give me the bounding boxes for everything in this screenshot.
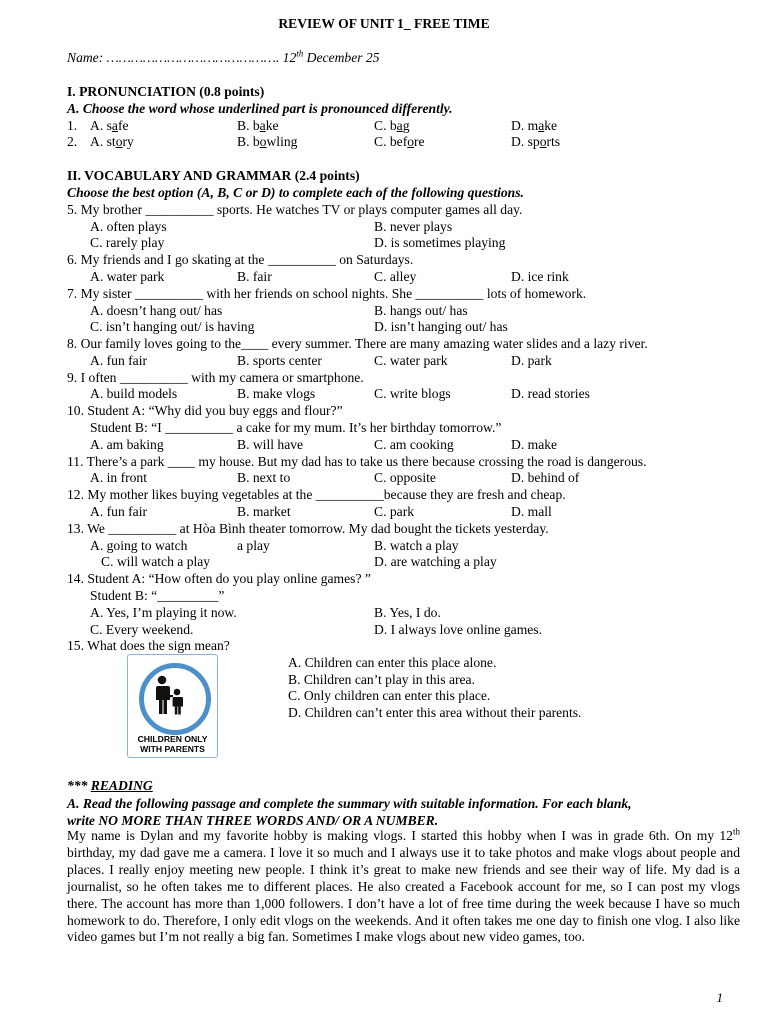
q14-option-c: C. Every weekend.	[90, 622, 194, 637]
q7-option-c: C. isn’t hanging out/ is having	[90, 319, 255, 334]
section1-instruction: A. Choose the word whose underlined part is pronounced differently.	[67, 101, 453, 116]
question-10-line2: Student B: “I __________ a cake for my mum. It’s her birthday tomorrow.”	[90, 420, 502, 435]
date-rest: December 25	[303, 50, 380, 65]
pron-2-b: B. bowling	[237, 134, 298, 149]
question-7: 7. My sister __________ with her friends on school nights. She __________ lots of homework.	[67, 286, 587, 301]
pron-item-1	[67, 118, 90, 134]
sign-circle	[139, 663, 211, 735]
question-13: 13. We __________ at Hòa Bình theater tomorrow. My dad bought the tickets yesterday.	[67, 521, 549, 536]
q10-option-c: C. am cooking	[374, 437, 454, 452]
reading-passage: My name is Dylan and my favorite hobby is making vlogs. I started this hobby when I was in grade 6th. On my 12th birthday, my dad gave me a camera. I love it so much and I always use it to take photos and make vlogs about people and places. I really enjoy meeting new people. I think it’s great to make new friends and see their way of life. My dad is a journalist, so he often takes me to different places. He also created a Facebook account for me, so I can post my vlogs there. The account has more than 1,000 followers. I don’t have a lot of free time during the week because I have so much homework to do. Therefore, I only edit vlogs on the weekends. And it often takes me one day to finish one vlog. I also like video games but I’m not really a big fan. Sometimes I make vlogs about new video games, too.	[67, 826, 740, 945]
item-number: 2.	[67, 134, 78, 149]
q7-option-d: D. isn’t hanging out/ has	[374, 319, 508, 334]
q15-option-c: C. Only children can enter this place.	[288, 688, 491, 703]
q10-option-a: A. am baking	[90, 437, 164, 452]
name-dots: ……………………………………. 12	[106, 50, 297, 65]
item-number: 1.	[67, 118, 78, 133]
q13-option-b: B. watch a play	[374, 538, 459, 553]
q13-option-a-cont: a play	[237, 538, 270, 553]
pron-2-d: D. sports	[511, 134, 561, 149]
q13-option-d: D. are watching a play	[374, 554, 497, 569]
question-14-line2: Student B: “_________”	[90, 588, 225, 603]
parent-child-icon	[144, 668, 196, 720]
q8-option-a: A. fun fair	[90, 353, 147, 368]
q9-option-a: A. build models	[90, 386, 178, 401]
q11-option-a: A. in front	[90, 470, 148, 485]
date-sup: th	[296, 48, 304, 59]
q5-option-a: A. often plays	[90, 219, 167, 234]
name-date-line	[67, 50, 380, 66]
q14-option-d: D. I always love online games.	[374, 622, 542, 637]
pron-item-2	[67, 134, 90, 150]
q13-option-c: C. will watch a play	[101, 554, 211, 569]
question-9: 9. I often __________ with my camera or smartphone.	[67, 370, 364, 385]
reading-stars: ***	[67, 778, 91, 793]
question-15: 15. What does the sign mean?	[67, 638, 230, 653]
reading-heading	[67, 778, 153, 794]
q15-option-b: B. Children can’t play in this area.	[288, 672, 475, 687]
section1-heading: I. PRONUNCIATION (0.8 points)	[67, 84, 265, 99]
pron-2-c: C. before	[374, 134, 425, 149]
q11-option-d: D. behind of	[511, 470, 580, 485]
q6-option-c: C. alley	[374, 269, 417, 284]
pron-2-a: A. story	[90, 134, 134, 149]
q12-option-d: D. mall	[511, 504, 552, 519]
q9-option-c: C. write blogs	[374, 386, 451, 401]
name-label: Name:	[67, 50, 107, 65]
sign-caption: CHILDREN ONLY WITH PARENTS	[137, 734, 208, 754]
children-with-parents-sign	[127, 654, 218, 758]
q10-option-b: B. will have	[237, 437, 304, 452]
question-11: 11. There’s a park ____ my house. But my dad has to take us there because crossing the road is dangerous.	[67, 454, 647, 469]
q8-option-c: C. water park	[374, 353, 448, 368]
q11-option-b: B. next to	[237, 470, 291, 485]
q15-option-d: D. Children can’t enter this area without their parents.	[288, 705, 582, 720]
pron-1-c: C. bag	[374, 118, 410, 133]
q5-option-d: D. is sometimes playing	[374, 235, 506, 250]
q6-option-a: A. water park	[90, 269, 165, 284]
q12-option-a: A. fun fair	[90, 504, 147, 519]
page-title: REVIEW OF UNIT 1_ FREE TIME	[278, 16, 490, 31]
q12-option-b: B. market	[237, 504, 291, 519]
question-12: 12. My mother likes buying vegetables at the __________because they are fresh and cheap.	[67, 487, 566, 502]
section2-heading: II. VOCABULARY AND GRAMMAR (2.4 points)	[67, 168, 360, 183]
q6-option-b: B. fair	[237, 269, 272, 284]
q10-option-d: D. make	[511, 437, 558, 452]
q13-option-a: A. going to watch	[90, 538, 188, 553]
pron-1-b: B. bake	[237, 118, 279, 133]
page-number: 1	[716, 990, 723, 1005]
q15-option-a: A. Children can enter this place alone.	[288, 655, 497, 670]
question-10: 10. Student A: “Why did you buy eggs and flour?”	[67, 403, 343, 418]
q12-option-c: C. park	[374, 504, 415, 519]
reading-instruction: A. Read the following passage and complete the summary with suitable information. For each blank, write NO MORE THAN THREE WORDS AND/ OR A NUMBER.	[67, 796, 632, 828]
q14-option-a: A. Yes, I’m playing it now.	[90, 605, 237, 620]
q11-option-c: C. opposite	[374, 470, 436, 485]
q5-option-c: C. rarely play	[90, 235, 165, 250]
question-5: 5. My brother __________ sports. He watches TV or plays computer games all day.	[67, 202, 523, 217]
q9-option-b: B. make vlogs	[237, 386, 316, 401]
question-8: 8. Our family loves going to the____ every summer. There are many amazing water slides and a lazy river.	[67, 336, 648, 351]
question-14: 14. Student A: “How often do you play online games? ”	[67, 571, 371, 586]
q8-option-d: D. park	[511, 353, 552, 368]
q8-option-b: B. sports center	[237, 353, 322, 368]
section2-instruction: Choose the best option (A, B, C or D) to complete each of the following questions.	[67, 185, 524, 200]
question-6: 6. My friends and I go skating at the __________ on Saturdays.	[67, 252, 414, 267]
pron-1-d: D. make	[511, 118, 558, 133]
q7-option-a: A. doesn’t hang out/ has	[90, 303, 223, 318]
q9-option-d: D. read stories	[511, 386, 590, 401]
q14-option-b: B. Yes, I do.	[374, 605, 441, 620]
pron-1-a: A. safe	[90, 118, 129, 133]
q6-option-d: D. ice rink	[511, 269, 569, 284]
q7-option-b: B. hangs out/ has	[374, 303, 468, 318]
q5-option-b: B. never plays	[374, 219, 453, 234]
reading-title: READING	[90, 778, 153, 793]
